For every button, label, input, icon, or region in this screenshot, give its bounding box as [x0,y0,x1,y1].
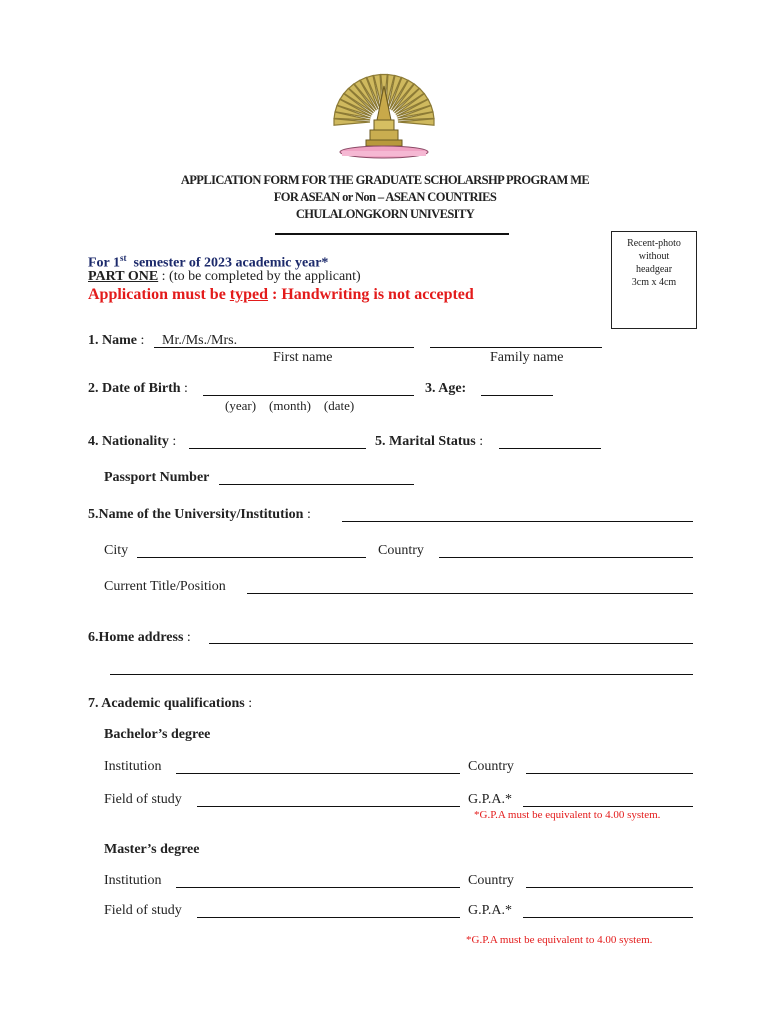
passport-field[interactable] [219,484,414,485]
bachelor-institution-label: Institution [104,759,162,774]
typed-pre: Application must be [88,286,230,303]
nationality-field[interactable] [189,448,366,449]
typed-notice [88,286,474,304]
university-label [88,507,311,523]
master-field-input[interactable] [197,917,460,918]
city-field[interactable] [137,557,366,558]
part-one-line [88,269,361,285]
dob-field[interactable] [203,395,414,396]
home-address-label [88,630,191,646]
marital-label-text: 5. Marital Status [375,434,476,449]
photo-box-line: Recent-photo [627,238,681,249]
first-name-caption: First name [273,350,333,365]
country-label: Country [378,543,424,558]
master-field-label: Field of study [104,903,182,918]
dob-colon: : [180,381,188,396]
master-country-field[interactable] [526,887,693,888]
university-colon: : [303,507,311,522]
nationality-label-text: 4. Nationality [88,434,169,449]
home-colon: : [183,630,191,645]
name-colon: : [137,333,145,348]
marital-status-field[interactable] [499,448,601,449]
age-label: 3. Age: [425,381,467,396]
master-institution-field[interactable] [176,887,460,888]
first-name-field[interactable] [154,347,414,348]
photo-box-line: headgear [635,264,673,275]
university-label-text: 5.Name of the University/Institution [88,507,304,522]
dob-parts-caption: (year) (month) (date) [225,398,355,413]
current-title-label: Current Title/Position [104,579,226,594]
current-title-field[interactable] [247,593,693,594]
home-label-text: 6.Home address [88,630,184,645]
master-gpa-field[interactable] [523,917,693,918]
form-title-line-1: APPLICATION FORM FOR THE GRADUATE SCHOLARSHP PROGRAM ME [180,173,590,187]
bachelor-gpa-field[interactable] [523,806,693,807]
university-field[interactable] [342,521,693,522]
part-one-rest: : (to be completed by the applicant) [158,269,361,284]
master-institution-label: Institution [104,873,162,888]
home-address-field[interactable] [209,643,693,644]
bachelor-gpa-note: *G.P.A must be equivalent to 4.00 system. [474,809,661,821]
nationality-colon: : [168,434,177,449]
bachelor-country-label: Country [468,759,514,774]
semester-post: semester of 2023 academic year* [126,255,329,271]
family-name-field[interactable] [430,347,602,348]
bachelor-field-input[interactable] [197,806,460,807]
master-gpa-label: G.P.A.* [468,903,512,918]
dob-label-text: 2. Date of Birth [88,381,181,396]
form-title-line-3: CHULALONGKORN UNIVESITY [295,207,475,221]
name-label-text: 1. Name [88,333,137,348]
marital-colon: : [475,434,484,449]
academic-qualifications-label [88,696,252,712]
city-label: City [104,543,129,558]
name-prefix-value[interactable]: Mr./Ms./Mrs. [162,333,238,348]
photo-box-line: without [638,251,670,262]
passport-label: Passport Number [104,470,210,485]
age-field[interactable] [481,395,553,396]
bachelor-gpa-label: G.P.A.* [468,792,512,807]
semester-sup: st [120,253,127,263]
semester-pre: For 1 [88,255,121,271]
master-heading: Master’s degree [104,842,200,857]
part-one-label: PART ONE [88,269,159,284]
photo-box [611,231,697,329]
nationality-label [88,434,176,450]
typed-post: : Handwriting is not accepted [268,286,474,303]
bachelor-country-field[interactable] [526,773,693,774]
name-label [88,333,144,349]
bachelor-institution-field[interactable] [176,773,460,774]
family-name-caption: Family name [490,350,564,365]
dob-label [88,381,188,397]
title-underline [275,233,509,235]
bachelor-heading: Bachelor’s degree [104,727,211,742]
typed-word: typed [229,286,269,303]
bachelor-field-label: Field of study [104,792,182,807]
master-gpa-note: *G.P.A must be equivalent to 4.00 system. [466,934,653,946]
country-field[interactable] [439,557,693,558]
photo-box-line: 3cm x 4cm [631,277,677,288]
academic-colon: : [244,696,253,711]
home-address-field-line-2[interactable] [110,674,693,675]
academic-label-text: 7. Academic qualifications [88,696,245,711]
marital-status-label [375,434,483,450]
master-country-label: Country [468,873,514,888]
university-emblem-logo [322,68,446,164]
form-title-line-2: FOR ASEAN or Non – ASEAN COUNTRIES [273,190,497,204]
